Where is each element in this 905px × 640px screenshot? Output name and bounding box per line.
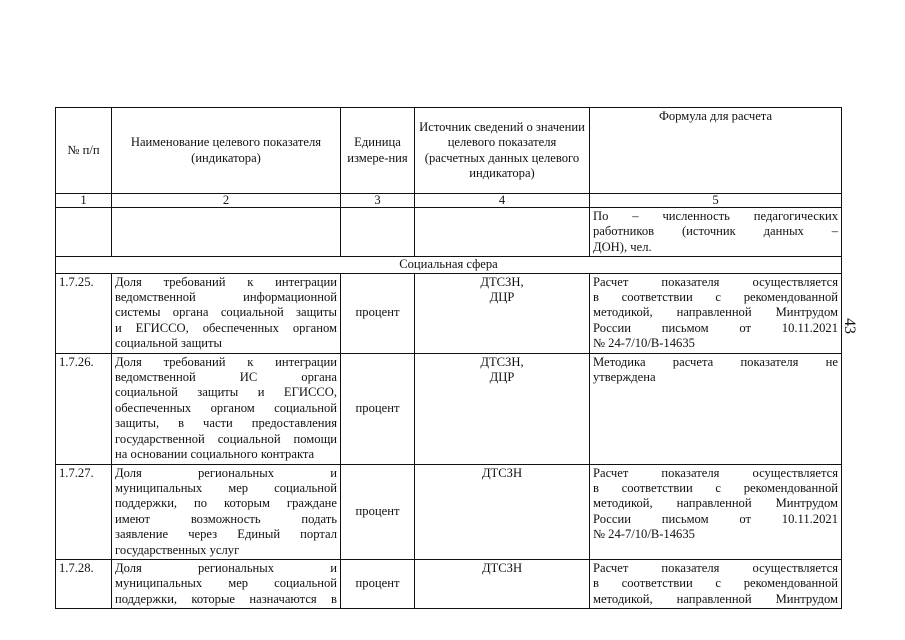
section-row [56, 257, 842, 273]
formula [590, 273, 842, 353]
table-cell [56, 208, 112, 257]
formula [590, 559, 842, 608]
text-line: № 24-7/10/В-14635 [593, 527, 695, 542]
unit: процент [341, 559, 415, 608]
text-line: России письмом от 10.11.2021 [593, 320, 838, 335]
indicator-name [112, 559, 341, 608]
column-number: 3 [341, 194, 415, 208]
continuation-row [56, 208, 842, 257]
text-line: Расчет показателя осуществляется [593, 465, 838, 480]
text-line: По – численность педагогических [593, 209, 838, 223]
text-line: обеспеченных органом социальной [115, 400, 337, 415]
header-number: № п/п [56, 108, 112, 194]
text-line: Доля региональных и [115, 465, 337, 480]
table-header-row [56, 108, 842, 194]
text-line: в соответствии с рекомендованной [593, 480, 838, 495]
table-cell [341, 208, 415, 257]
section-title: Социальная сфера [56, 257, 842, 273]
text-line: Доля требований к интеграции [115, 274, 337, 289]
text-line: ДОН), чел. [593, 239, 652, 254]
source [415, 353, 590, 464]
formula [590, 353, 842, 464]
text-line: методикой, направленной Минтрудом [593, 305, 838, 320]
text-line: ДТСЗН, [480, 354, 524, 369]
text-line: поддержки, по которым граждане [115, 496, 337, 511]
text-line: ведомственной ИС органа [115, 370, 337, 385]
row-number: 1.7.27. [56, 464, 112, 559]
header-unit: Единица измере-ния [341, 108, 415, 194]
row-number: 1.7.26. [56, 353, 112, 464]
table-row [56, 273, 842, 353]
text-line: муниципальных мер социальной [115, 576, 337, 591]
text-line: поддержки, которые назначаются в [115, 591, 337, 606]
header-source: Источник сведений о значении целевого показателя (расчетных данных целевого индикатора) [415, 108, 590, 194]
source [415, 273, 590, 353]
text-line: ДТСЗН, [480, 274, 524, 289]
formula-cell [590, 208, 842, 257]
text-line: ДТСЗН [481, 560, 523, 575]
text-line: защиты, в части предоставления [115, 416, 337, 431]
text-line: ДЦР [489, 370, 515, 385]
table-cell [415, 208, 590, 257]
text-line: Доля региональных и [115, 560, 337, 575]
text-line: № 24-7/10/В-14635 [593, 336, 695, 351]
indicator-name [112, 464, 341, 559]
text-line: в соответствии с рекомендованной [593, 290, 838, 305]
unit: процент [341, 464, 415, 559]
text-line: системы органа социальной защиты [115, 305, 337, 320]
text-line: России письмом от 10.11.2021 [593, 511, 838, 526]
text-line: государственной социальной помощи [115, 431, 337, 446]
text-line: Расчет показателя осуществляется [593, 560, 838, 575]
page-number: 43 [841, 318, 858, 334]
indicator-name [112, 273, 341, 353]
column-number: 1 [56, 194, 112, 208]
text-line: социальной защиты и ЕГИССО, [115, 385, 337, 400]
text-line: ведомственной информационной [115, 290, 337, 305]
unit: процент [341, 353, 415, 464]
formula [590, 464, 842, 559]
table-row [56, 464, 842, 559]
unit: процент [341, 273, 415, 353]
text-line: Методика расчета показателя не [593, 354, 838, 369]
text-line: государственных услуг [115, 542, 240, 557]
column-number: 4 [415, 194, 590, 208]
text-line: ДЦР [489, 290, 515, 305]
column-number: 2 [112, 194, 341, 208]
text-line: Доля требований к интеграции [115, 354, 337, 369]
table-row [56, 353, 842, 464]
text-line: методикой, направленной Минтрудом [593, 496, 838, 511]
text-line: и ЕГИССО, обеспеченных органом [115, 320, 337, 335]
header-formula: Формула для расчета [590, 108, 842, 194]
row-number: 1.7.28. [56, 559, 112, 608]
source [415, 559, 590, 608]
text-line: утверждена [593, 370, 656, 385]
text-line: на основании социального контракта [115, 447, 315, 462]
indicator-name [112, 353, 341, 464]
text-line: заявление через Единый портал [115, 527, 337, 542]
column-numbers-row [56, 194, 842, 208]
column-number: 5 [590, 194, 842, 208]
row-number: 1.7.25. [56, 273, 112, 353]
text-line: социальной защиты [115, 336, 222, 351]
table-row [56, 559, 842, 608]
header-indicator-name: Наименование целевого показателя (индикатора) [112, 108, 341, 194]
text-line: методикой, направленной Минтрудом [593, 591, 838, 606]
table-cell [112, 208, 341, 257]
text-line: имеют возможность подать [115, 511, 337, 526]
text-line: муниципальных мер социальной [115, 480, 337, 495]
indicators-table [55, 107, 842, 609]
text-line: Расчет показателя осуществляется [593, 274, 838, 289]
text-line: ДТСЗН [481, 465, 523, 480]
source [415, 464, 590, 559]
text-line: работников (источник данных – [593, 224, 838, 239]
text-line: в соответствии с рекомендованной [593, 576, 838, 591]
